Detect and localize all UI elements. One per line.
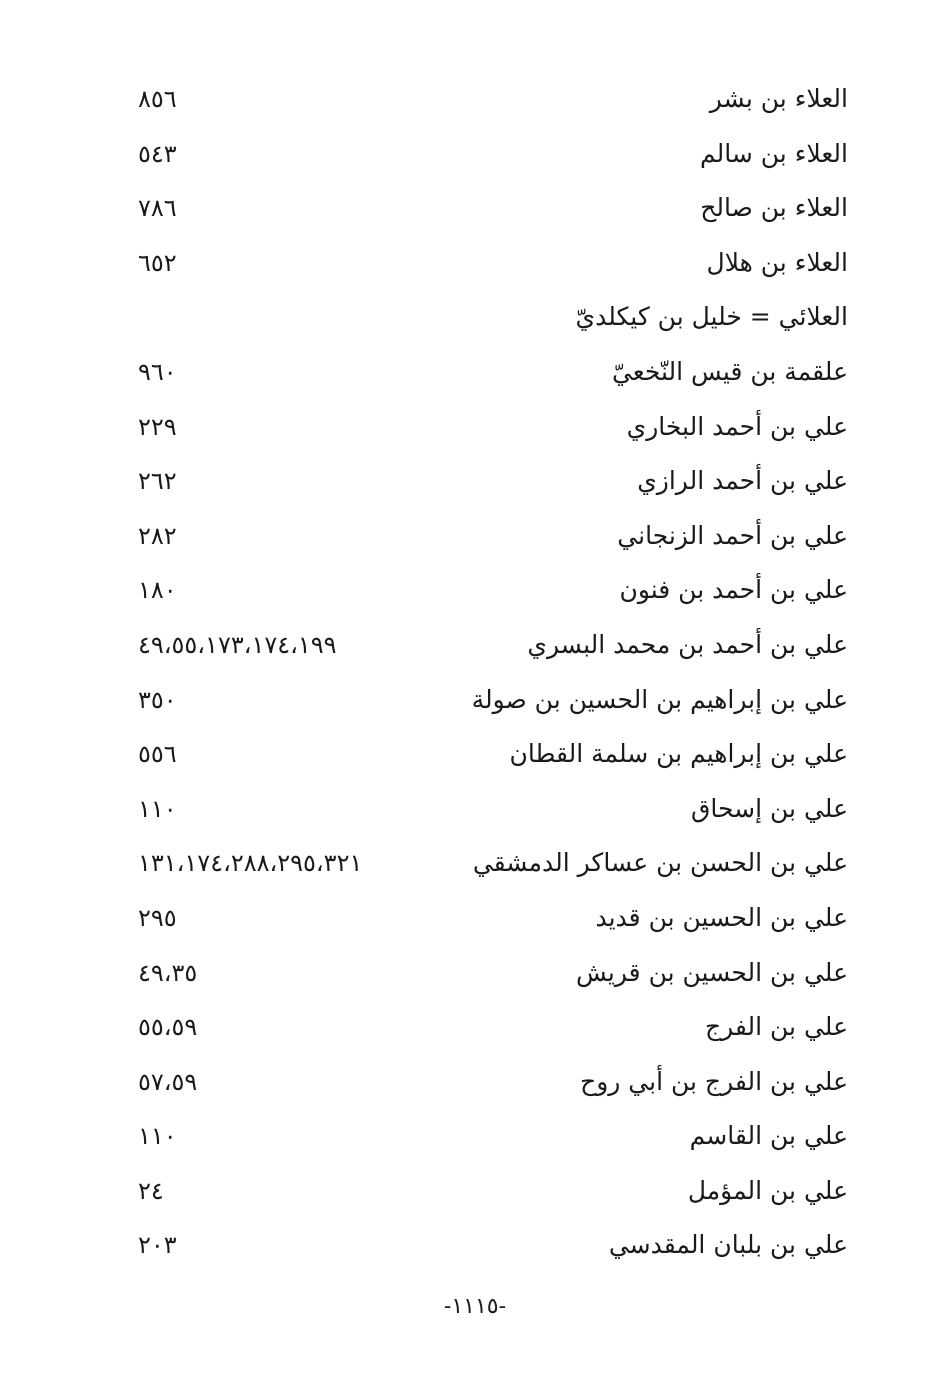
entry-page-refs: ٥٥،٥٩	[138, 1013, 198, 1042]
entry-page-refs: ٢٨٢	[138, 521, 177, 550]
entry-name: العلاء بن هلال	[706, 247, 848, 277]
index-entry	[138, 1164, 848, 1219]
entry-name: علي بن إسحاق	[691, 793, 848, 823]
entry-name: علي بن إبراهيم بن الحسين بن صولة	[471, 684, 848, 714]
entry-name: العلاء بن صالح	[700, 193, 848, 223]
entry-name: علي بن أحمد الرازي	[637, 466, 848, 496]
page-number: -١١١٥-	[443, 1294, 507, 1319]
index-entry	[138, 727, 848, 782]
entry-page-refs: ٢٦٢	[138, 467, 177, 496]
index-entry	[138, 618, 848, 673]
entry-page-refs: ٢٢٩	[138, 412, 177, 441]
entry-page-refs: ٧٨٦	[138, 194, 177, 223]
entry-name: علي بن أحمد بن فنون	[619, 575, 848, 605]
entry-page-refs: ٥٧،٥٩	[138, 1067, 198, 1096]
index-entry	[138, 400, 848, 455]
entry-page-refs: ٤٩،٣٥	[138, 958, 198, 987]
entry-name: علقمة بن قيس النّخعيّ	[611, 356, 848, 386]
index-entry	[138, 1055, 848, 1110]
entry-page-refs: ٢٩٥	[138, 903, 177, 932]
entry-name: العلائي = خليل بن كيكلديّ	[575, 302, 848, 332]
index-entry	[138, 1109, 848, 1164]
entry-name: علي بن أحمد الزنجاني	[617, 520, 848, 550]
index-entry-cross-reference	[138, 290, 848, 345]
index-list	[138, 72, 848, 1273]
entry-name: علي بن الحسين بن قديد	[595, 902, 848, 932]
entry-page-refs: ١١٠	[138, 1122, 177, 1151]
entry-name: علي بن المؤمل	[687, 1175, 848, 1205]
index-entry	[138, 72, 848, 127]
entry-page-refs: ١٣١،١٧٤،٢٨٨،٢٩٥،٣٢١	[138, 849, 363, 878]
index-entry	[138, 1218, 848, 1273]
entry-name: علي بن أحمد البخاري	[626, 411, 848, 441]
entry-page-refs: ٦٥٢	[138, 248, 177, 277]
entry-page-refs: ٢٤	[138, 1176, 164, 1205]
entry-name: علي بن الحسن بن عساكر الدمشقي	[472, 848, 848, 878]
entry-name: علي بن إبراهيم بن سلمة القطان	[509, 739, 848, 769]
index-entry	[138, 782, 848, 837]
entry-name: علي بن الحسين بن قريش	[576, 957, 848, 987]
index-entry	[138, 509, 848, 564]
index-entry	[138, 454, 848, 509]
entry-name: علي بن أحمد بن محمد البسري	[527, 629, 848, 659]
entry-page-refs: ٢٠٣	[138, 1231, 177, 1260]
entry-page-refs: ٨٥٦	[138, 85, 177, 113]
entry-page-refs: ١٨٠	[138, 576, 177, 605]
entry-page-refs: ٥٥٦	[138, 740, 177, 769]
entry-name: علي بن الفرج	[704, 1012, 848, 1042]
entry-name: علي بن الفرج بن أبي روح	[580, 1066, 848, 1096]
entry-name: علي بن القاسم	[689, 1121, 848, 1151]
index-entry	[138, 836, 848, 891]
index-entry	[138, 563, 848, 618]
index-entry	[138, 673, 848, 728]
index-entry	[138, 891, 848, 946]
index-entry	[138, 1000, 848, 1055]
entry-page-refs: ١١٠	[138, 794, 177, 823]
entry-name: العلاء بن بشر	[709, 84, 848, 113]
entry-name: علي بن بلبان المقدسي	[608, 1230, 848, 1260]
index-entry	[138, 127, 848, 182]
entry-name: العلاء بن سالم	[700, 138, 848, 168]
index-entry	[138, 946, 848, 1001]
entry-page-refs: ٤٩،٥٥،١٧٣،١٧٤،١٩٩	[138, 630, 337, 659]
index-entry	[138, 181, 848, 236]
entry-page-refs: ٥٤٣	[138, 139, 177, 168]
index-entry	[138, 236, 848, 291]
entry-page-refs: ٩٦٠	[138, 357, 177, 386]
entry-page-refs: ٣٥٠	[138, 685, 177, 714]
index-entry	[138, 345, 848, 400]
